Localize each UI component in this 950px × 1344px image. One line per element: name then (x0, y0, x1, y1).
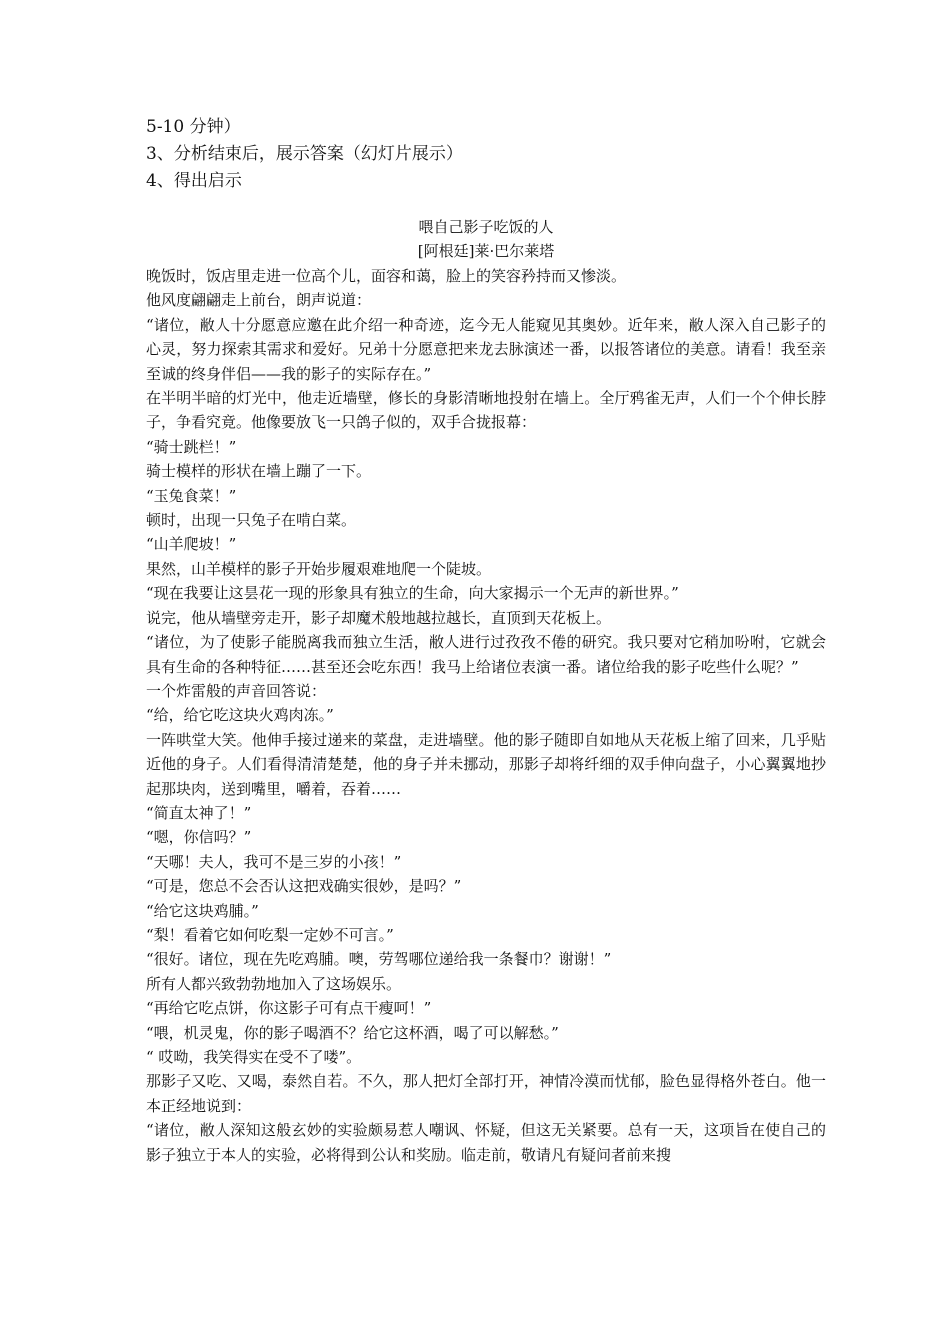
story-paragraph: “山羊爬坡！” (146, 535, 237, 554)
story-title: 喂自己影子吃饭的人 (418, 218, 554, 236)
story-paragraph: “可是，您总不会否认这把戏确实很妙，是吗？” (146, 877, 462, 896)
story-paragraph: “骑士跳栏！” (146, 437, 237, 456)
story-paragraph: “天哪！夫人，我可不是三岁的小孩！” (146, 852, 402, 871)
lesson-steps (146, 114, 826, 195)
story-paragraph: “嗯，你信吗？” (146, 828, 252, 847)
story-paragraph: “梨！看着它如何吃梨一定妙不可言。” (146, 925, 394, 944)
story-paragraph: 在半明半暗的灯光中，他走近墙壁，修长的身影清晰地投射在墙上。全厅鸦雀无声，人们一个个伸长脖子，争看究竟。他像要放飞一只鸽子似的，双手合拢报幕： (146, 389, 826, 432)
story-paragraph: 那影子又吃、又喝，泰然自若。不久，那人把灯全部打开，神情冷漠而忧郁，脸色显得格外苍白。他一本正经地说到： (146, 1072, 826, 1115)
story-paragraph: “诸位，敝人深知这般玄妙的实验颇易惹人嘲讽、怀疑，但这无关紧要。总有一天，这项旨在使自己的影子独立于本人的实验，必将得到公认和奖励。临走前，敬请凡有疑问者前来搜 (146, 1121, 826, 1164)
step-line: 3、分析结束后，展示答案（幻灯片展示） (146, 144, 463, 164)
story-paragraph: 所有人都兴致勃勃地加入了这场娱乐。 (146, 974, 402, 993)
story-paragraph: “再给它吃点饼，你这影子可有点干瘦呵！” (146, 999, 432, 1018)
story-paragraph: “现在我要让这昙花一现的形象具有独立的生命，向大家揭示一个无声的新世界。” (146, 584, 679, 603)
step-line: 4、得出启示 (146, 171, 242, 191)
story-paragraph: 骑士模样的形状在墙上蹦了一下。 (146, 462, 372, 481)
story-paragraph: 果然，山羊模样的影子开始步履艰难地爬一个陡坡。 (146, 559, 492, 578)
story-paragraph: “诸位，为了使影子能脱离我而独立生活，敝人进行过孜孜不倦的研究。我只要对它稍加吩咐，它就会具有生命的各种特征……甚至还会吃东西！我马上给诸位表演一番。诸位给我的影子吃些什么呢？” (146, 633, 826, 676)
story-paragraph: “喂，机灵鬼，你的影子喝酒不？给它这杯酒，喝了可以解愁。” (146, 1023, 559, 1042)
story-paragraph: 顿时，出现一只兔子在啃白菜。 (146, 511, 357, 530)
story-paragraph: “很好。诸位，现在先吃鸡脯。噢，劳驾哪位递给我一条餐巾？谢谢！” (146, 950, 612, 969)
story-paragraph: 晚饭时，饭店里走进一位高个儿，面容和蔼，脸上的笑容矜持而又惨淡。 (146, 267, 627, 285)
story-paragraph: 一个炸雷般的声音回答说： (146, 681, 327, 700)
story-paragraph: 说完，他从墙壁旁走开，影子却魔术般地越拉越长，直顶到天花板上。 (146, 608, 612, 627)
story-paragraph: “ 哎呦，我笑得实在受不了喽”。 (146, 1048, 362, 1066)
story-paragraph: “给，给它吃这块火鸡肉冻。” (146, 706, 334, 725)
story-paragraph: “给它这块鸡脯。” (146, 901, 259, 920)
story-paragraph: “诸位，敝人十分愿意应邀在此介绍一种奇迹，迄今无人能窥见其奥妙。近年来，敝人深入自己影子的心灵，努力探索其需求和爱好。兄弟十分愿意把来龙去脉演述一番，以报答诸位的美意。请看！我至亲至诚的终身伴侣——我的影子的实际存在。” (146, 315, 826, 383)
story-heading (146, 215, 826, 263)
story-paragraph: “简直太神了！” (146, 803, 252, 822)
story-paragraph: 一阵哄堂大笑。他伸手接过递来的菜盘，走进墙壁。他的影子随即自如地从天花板上缩了回来，几乎贴近他的身子。人们看得清清楚楚，他的身子并未挪动，那影子却将纤细的双手伸向盘子，小心翼翼地抄起那块肉，送到嘴里，嚼着，吞着…… (146, 730, 826, 798)
story-paragraph: “玉兔食菜！” (146, 486, 237, 505)
story-paragraph: 他风度翩翩走上前台，朗声说道： (146, 291, 372, 310)
story-body (146, 264, 826, 1167)
step-line: 5-10 分钟） (146, 117, 241, 137)
story-author: [阿根廷]莱·巴尔莱塔 (417, 242, 555, 260)
